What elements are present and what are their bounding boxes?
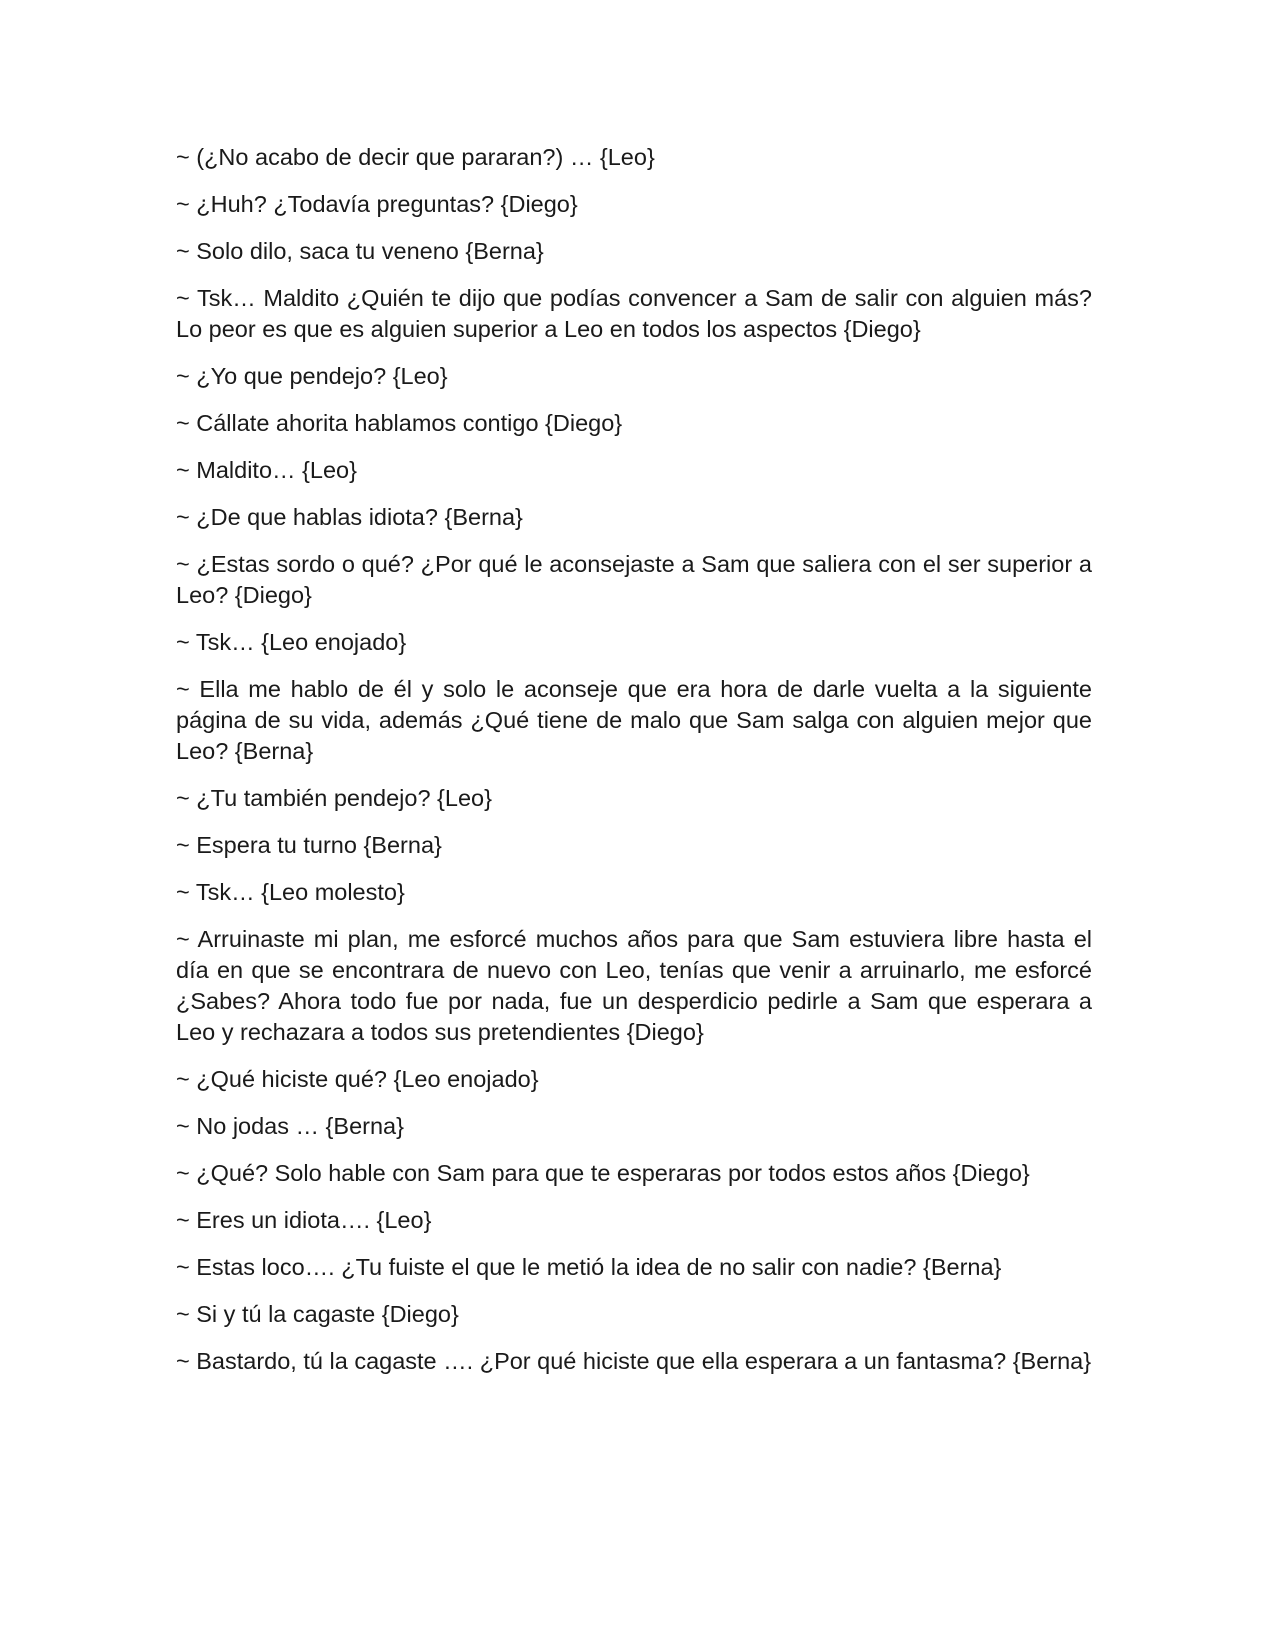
dialogue-line: ~ Tsk… Maldito ¿Quién te dijo que podías convencer a Sam de salir con alguien más? Lo peor es que es alguien superior a Leo en todos los aspectos {Diego} (176, 285, 1092, 342)
dialogue-line: ~ Tsk… {Leo molesto} (176, 879, 405, 905)
dialogue-body (176, 142, 1092, 1393)
dialogue-line: ~ No jodas … {Berna} (176, 1113, 404, 1139)
dialogue-line: ~ Maldito… {Leo} (176, 457, 357, 483)
dialogue-line: ~ Solo dilo, saca tu veneno {Berna} (176, 238, 544, 264)
dialogue-line: ~ ¿Qué? Solo hable con Sam para que te esperaras por todos estos años {Diego} (176, 1160, 1030, 1186)
dialogue-line: ~ (¿No acabo de decir que pararan?) … {Leo} (176, 144, 655, 170)
dialogue-line: ~ Tsk… {Leo enojado} (176, 629, 407, 655)
dialogue-line: ~ ¿Estas sordo o qué? ¿Por qué le aconsejaste a Sam que saliera con el ser superior a Leo? {Diego} (176, 551, 1092, 608)
dialogue-line: ~ ¿Qué hiciste qué? {Leo enojado} (176, 1066, 539, 1092)
dialogue-line: ~ ¿De que hablas idiota? {Berna} (176, 504, 523, 530)
dialogue-line: ~ Si y tú la cagaste {Diego} (176, 1301, 459, 1327)
dialogue-line: ~ Arruinaste mi plan, me esforcé muchos años para que Sam estuviera libre hasta el día en que se encontrara de nuevo con Leo, tenías que venir a arruinarlo, me esforcé ¿Sabes? Ahora todo fue por nada, fue un desperdicio pedirle a Sam que esperara a Leo y rechazara a todos sus pretendientes {Diego} (176, 926, 1092, 1045)
dialogue-line: ~ Cállate ahorita hablamos contigo {Diego} (176, 410, 623, 436)
dialogue-line: ~ ¿Yo que pendejo? {Leo} (176, 363, 448, 389)
dialogue-line: ~ ¿Huh? ¿Todavía preguntas? {Diego} (176, 191, 578, 217)
dialogue-line: ~ Estas loco…. ¿Tu fuiste el que le metió la idea de no salir con nadie? {Berna} (176, 1254, 1002, 1280)
dialogue-line: ~ Espera tu turno {Berna} (176, 832, 442, 858)
dialogue-line: ~ ¿Tu también pendejo? {Leo} (176, 785, 492, 811)
dialogue-line: ~ Bastardo, tú la cagaste …. ¿Por qué hiciste que ella esperara a un fantasma? {Berna} (176, 1348, 1092, 1374)
dialogue-line: ~ Eres un idiota…. {Leo} (176, 1207, 432, 1233)
dialogue-line: ~ Ella me hablo de él y solo le aconseje que era hora de darle vuelta a la siguiente página de su vida, además ¿Qué tiene de malo que Sam salga con alguien mejor que Leo? {Berna} (176, 676, 1092, 764)
